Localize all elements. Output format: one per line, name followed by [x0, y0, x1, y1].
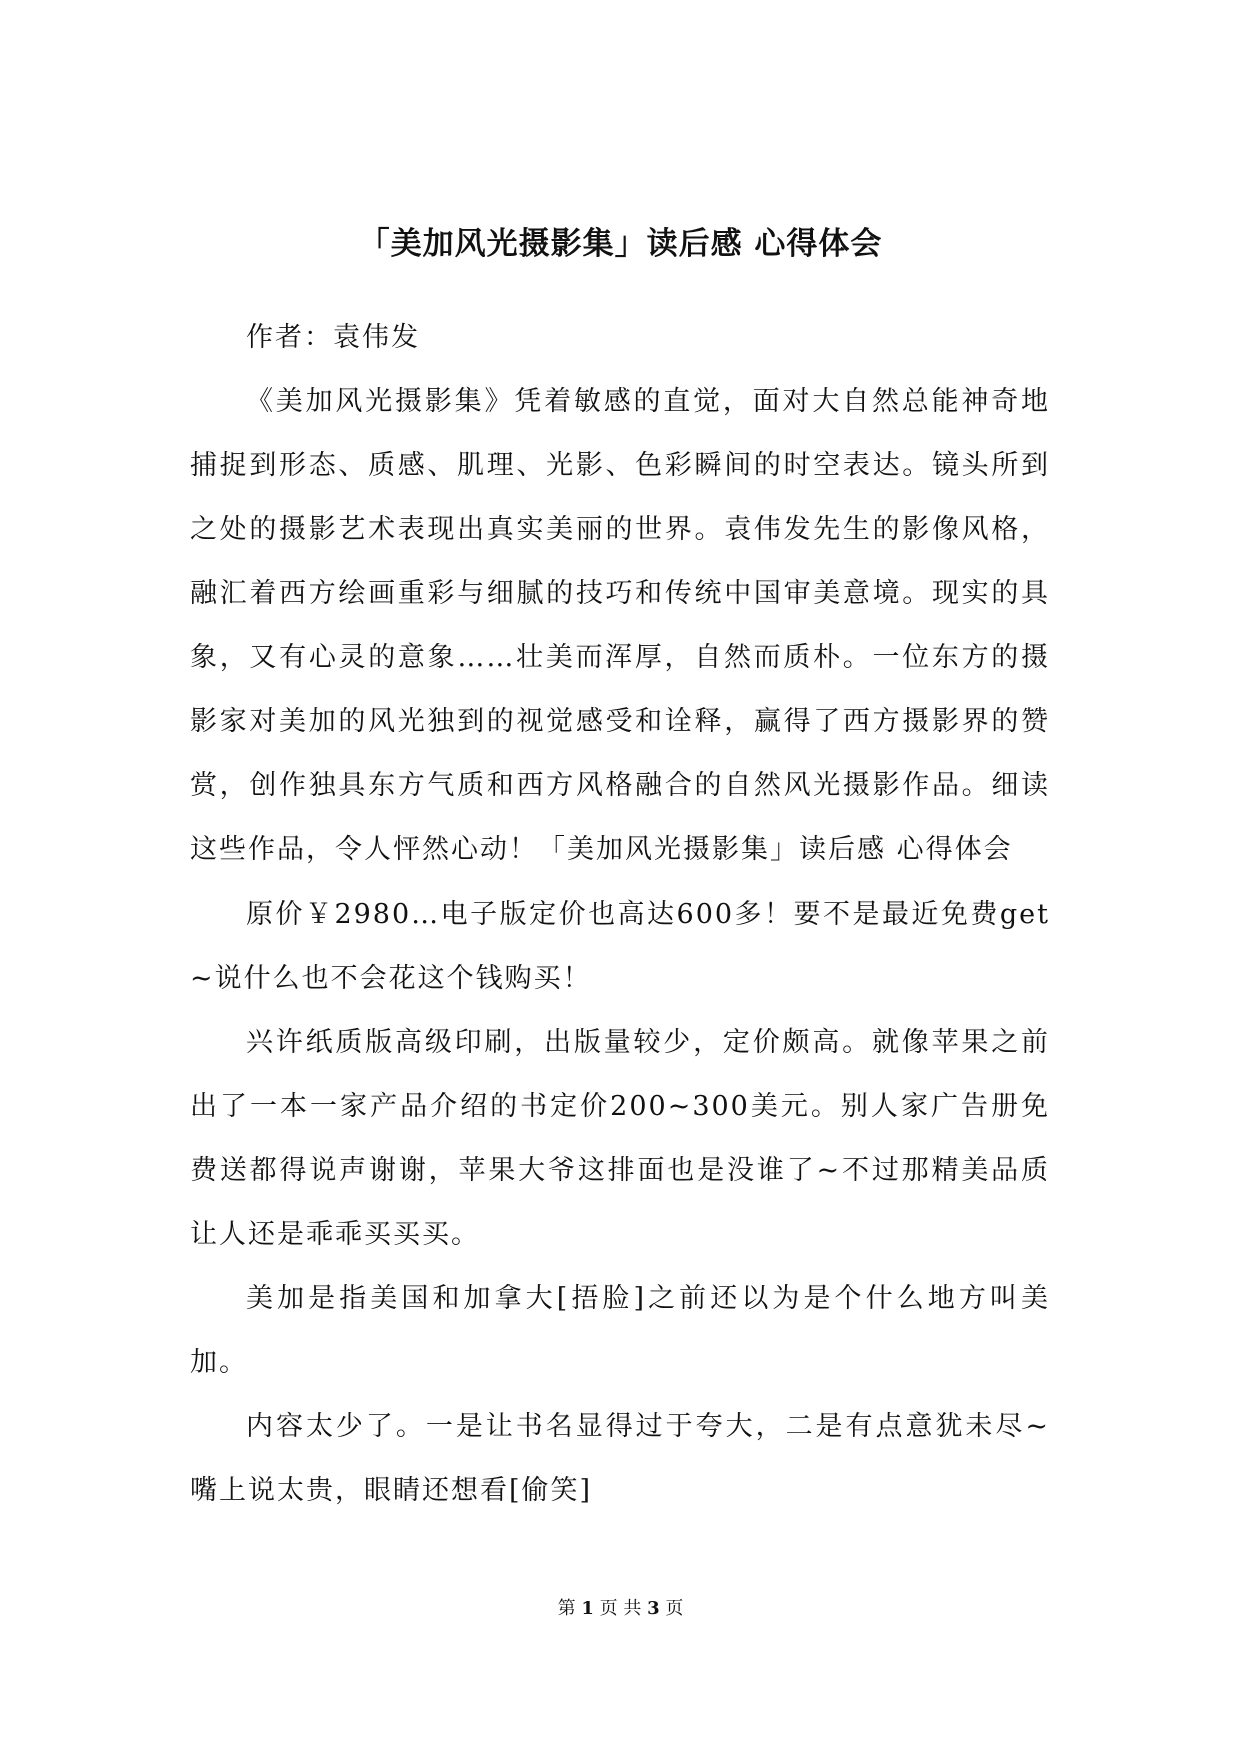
- body-paragraph: 内容太少了。一是让书名显得过于夸大，二是有点意犹未尽~嘴上说太贵，眼睛还想看[偷笑]: [190, 1411, 1050, 1506]
- page-footer: [0, 1597, 1241, 1621]
- document-body: [190, 306, 1050, 882]
- document-body-continued: [190, 883, 1050, 1523]
- body-paragraph: 美加是指美国和加拿大[捂脸]之前还以为是个什么地方叫美加。: [190, 1283, 1050, 1378]
- body-paragraph: 兴许纸质版高级印刷，出版量较少，定价颇高。就像苹果之前出了一本一家产品介绍的书定价200~300美元。别人家广告册免费送都得说声谢谢，苹果大爷这排面也是没谁了~不过那精美品质让人还是乖乖买买买。: [190, 1027, 1050, 1250]
- body-paragraph: 原价￥2980…电子版定价也高达600多！要不是最近免费get~说什么也不会花这个钱购买！: [190, 899, 1050, 994]
- footer-prefix: 第: [557, 1598, 576, 1619]
- footer-middle: 页 共: [599, 1598, 642, 1619]
- document-title: 「美加风光摄影集」读后感 心得体会: [358, 226, 883, 262]
- footer-suffix: 页: [665, 1598, 684, 1619]
- current-page-number: 1: [581, 1598, 594, 1619]
- body-paragraph: 《美加风光摄影集》凭着敏感的直觉，面对大自然总能神奇地捕捉到形态、质感、肌理、光影、色彩瞬间的时空表达。镜头所到之处的摄影艺术表现出真实美丽的世界。袁伟发先生的影像风格，融汇着西方绘画重彩与细腻的技巧和传统中国审美意境。现实的具象，又有心灵的意象……壮美而浑厚，自然而质朴。一位东方的摄影家对美加的风光独到的视觉感受和诠释，赢得了西方摄影界的赞赏，创作独具东方气质和西方风格融合的自然风光摄影作品。细读这些作品，令人怦然心动！「美加风光摄影集」读后感 心得体会: [190, 386, 1050, 865]
- total-page-count: 3: [647, 1598, 660, 1619]
- author-line: 作者：袁伟发: [246, 322, 420, 353]
